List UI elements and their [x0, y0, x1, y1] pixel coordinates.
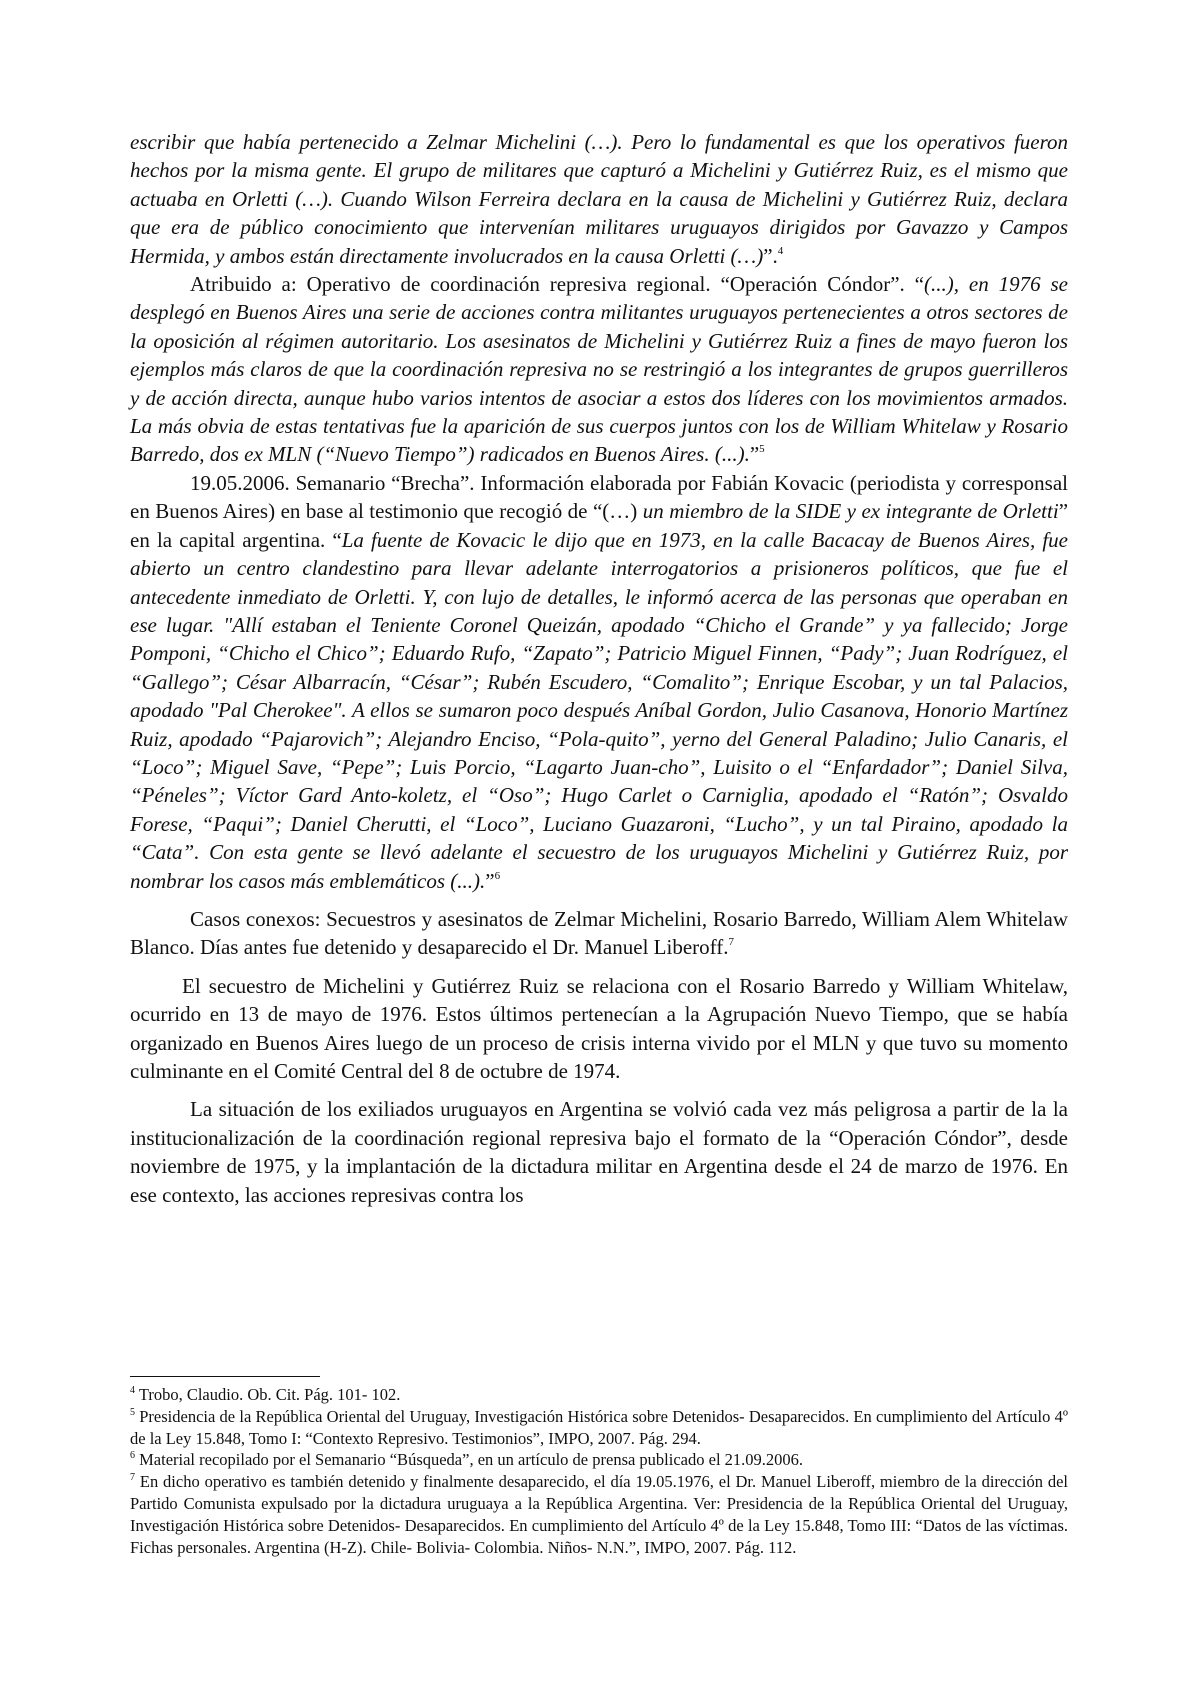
text-run: El secuestro de Michelini y Gutiérrez Ruiz se relaciona con el Rosario Barredo y William Whitelaw, ocurrido en 13 de mayo de 1976. Estos últimos pertenecían a la Agrupación Nuevo Tiempo, que se había organizado en Buenos Aires luego de un proceso de crisis interna vivido por el MLN y que tuvo su momento culminante en el Comité Central del 8 de octubre de 1974. — [130, 973, 1068, 1083]
footnote-marker: 4 — [777, 244, 784, 257]
footnote-4 — [130, 1384, 1068, 1406]
footnote-5 — [130, 1406, 1068, 1450]
paragraph-attribution — [130, 270, 1068, 469]
text-run: En dicho operativo es también detenido y finalmente desaparecido, el día 19.05.1976, el Dr. Manuel Liberoff, miembro de la dirección del Partido Comunista expulsado por la dictadura uruguaya a la República Argentina. Ver: Presidencia de la República Oriental del Uruguay, Investigación Histórica sobre Detenidos- Desaparecidos. En cumplimiento del Artículo 4º de la Ley 15.848, Tomo III: “Datos de las víctimas. Fichas personales. Argentina (H-Z). Chile- Bolivia- Colombia. Niños- N.N.”, IMPO, 2007. Pág. 112. — [130, 1472, 1068, 1557]
footnote-marker: 5 — [759, 443, 765, 456]
footnote-7 — [130, 1471, 1068, 1558]
text-run: (...), en 1976 se desplegó en Buenos Aires una serie de acciones contra militantes uruguayos pertenecientes a otros sectores de la oposición al régimen autoritario. Los asesinatos de Michelini y Gutiérrez Ruiz a fines de mayo fueron los ejemplos más claros de que la coordinación represiva no se restringió a los integrantes de grupos guerrilleros y de acción directa, aunque hubo varios intentos de asociar a estos dos líderes con los movimientos armados. La más obvia de estas tentativas fue la aparición de sus cuerpos juntos con los de William Whitelaw y Rosario Barredo, dos ex MLN (“Nuevo Tiempo”) radicados en Buenos Aires. (...). — [130, 272, 1068, 467]
text-run: ” en la capital argentina. “ — [130, 499, 1069, 552]
footnotes — [130, 1384, 1068, 1558]
footnote-marker: 6 — [494, 869, 501, 882]
text-run: Atribuido a: Operativo de coordinación represiva regional. “Operación Cóndor”. “ — [190, 272, 924, 297]
footnote-marker: 6 — [130, 1450, 135, 1462]
paragraph-quote-continuation — [130, 128, 1068, 270]
paragraph-brecha-report — [130, 469, 1068, 895]
paragraph-related-cases — [130, 905, 1068, 962]
text-run: La fuente de Kovacic le dijo que en 1973, en la calle Bacacay de Buenos Aires, fue abierto un centro clandestino para llevar adelante interrogatorios a prisioneros políticos, que fue el antecedente inmediato de Orletti. Y, con lujo de detalles, le informó acerca de las personas que operaban en ese lugar. "Allí estaban el Teniente Coronel Queizán, apodado “Chicho el Grande” y ya fallecido; Jorge Pomponi, “Chicho el Chico”; Eduardo Rufo, “Zapato”; Patricio Miguel Finnen, “Pady”; Juan Rodríguez, el “Gallego”; César Albarracín, “César”; Rubén Escudero, “Comalito”; Enrique Escobar, y un tal Palacios, apodado "Pal Cherokee". A ellos se sumaron poco después Aníbal Gordon, Julio Casanova, Honorio Martínez Ruiz, apodado “Pajarovich”; Alejandro Enciso, “Pola-quito”, yerno del General Paladino; Julio Canaris, el “Loco”; Miguel Save, “Pepe”; Luis Porcio, “Lagarto Juan-cho”, Luisito o el “Enfardador”; Daniel Silva, “Péneles”; Víctor Gard Anto-koletz, el “Oso”; Hugo Carlet o Carniglia, apodado el “Ratón”; Osvaldo Forese, “Paqui”; Daniel Cherutti, el “Loco”, Luciano Guazaroni, “Lucho”, y un tal Piraino, apodado la “Cata”. Con esta gente se llevó adelante el secuestro de los uruguayos Michelini y Gutiérrez Ruiz, por nombrar los casos más emblemáticos (...). — [130, 527, 1068, 893]
text-run: ” — [749, 442, 760, 467]
document-body — [130, 128, 1068, 1209]
paragraph-exiles-situation — [130, 1095, 1068, 1209]
text-run: un miembro de la SIDE y ex integrante de Orletti — [642, 499, 1059, 524]
footnote-marker: 4 — [130, 1385, 135, 1396]
text-run: La situación de los exiliados uruguayos en Argentina se volvió cada vez más peligrosa a partir de la la institucionalización de la coordinación regional represiva bajo el formato de la “Operación Cóndor”, desde noviembre de 1975, y la implantación de la dictadura militar en Argentina desde el 24 de marzo de 1976. En ese contexto, las acciones represivas contra los — [130, 1097, 1068, 1207]
paragraph-kidnapping-context — [130, 972, 1068, 1086]
footnote-separator — [130, 1376, 320, 1377]
text-run: ”. — [763, 243, 778, 268]
text-run: escribir que había pertenecido a Zelmar Michelini (…). Pero lo fundamental es que los operativos fueron hechos por la misma gente. El grupo de militares que capturó a Michelini y Gutiérrez Ruiz, es el mismo que actuaba en Orletti (…). Cuando Wilson Ferreira declara en la causa de Michelini y Gutiérrez Ruiz, declara que era de público conocimiento que intervenían militares uruguayos dirigidos por Gavazzo y Campos Hermida, y ambos están directamente involucrados en la causa Orletti (…) — [130, 130, 1068, 268]
footnote-6 — [130, 1449, 1068, 1471]
text-run: Material recopilado por el Semanario “Búsqueda”, en un artículo de prensa publicado el 21.09.2006. — [135, 1450, 804, 1470]
text-run: Trobo, Claudio. Ob. Cit. Pág. 101- 102. — [135, 1385, 401, 1404]
footnote-marker: 7 — [130, 1472, 135, 1484]
text-run: Presidencia de la República Oriental del Uruguay, Investigación Histórica sobre Detenidos- Desaparecidos. En cumplimiento del Artículo 4º de la Ley 15.848, Tomo I: “Contexto Represivo. Testimonios”, IMPO, 2007. Pág. 294. — [130, 1406, 1068, 1448]
footnote-marker: 7 — [728, 936, 734, 949]
footnote-marker: 5 — [130, 1406, 135, 1418]
text-run: ” — [485, 868, 495, 893]
text-run: Casos conexos: Secuestros y asesinatos de Zelmar Michelini, Rosario Barredo, William Alem Whitelaw Blanco. Días antes fue detenido y desaparecido el Dr. Manuel Liberoff. — [130, 906, 1068, 960]
text-run: 19.05.2006. Semanario “Brecha”. Información elaborada por Fabián Kovacic (periodista y corresponsal en Buenos Aires) en base al testimonio que recogió de “(…) — [130, 470, 1068, 524]
